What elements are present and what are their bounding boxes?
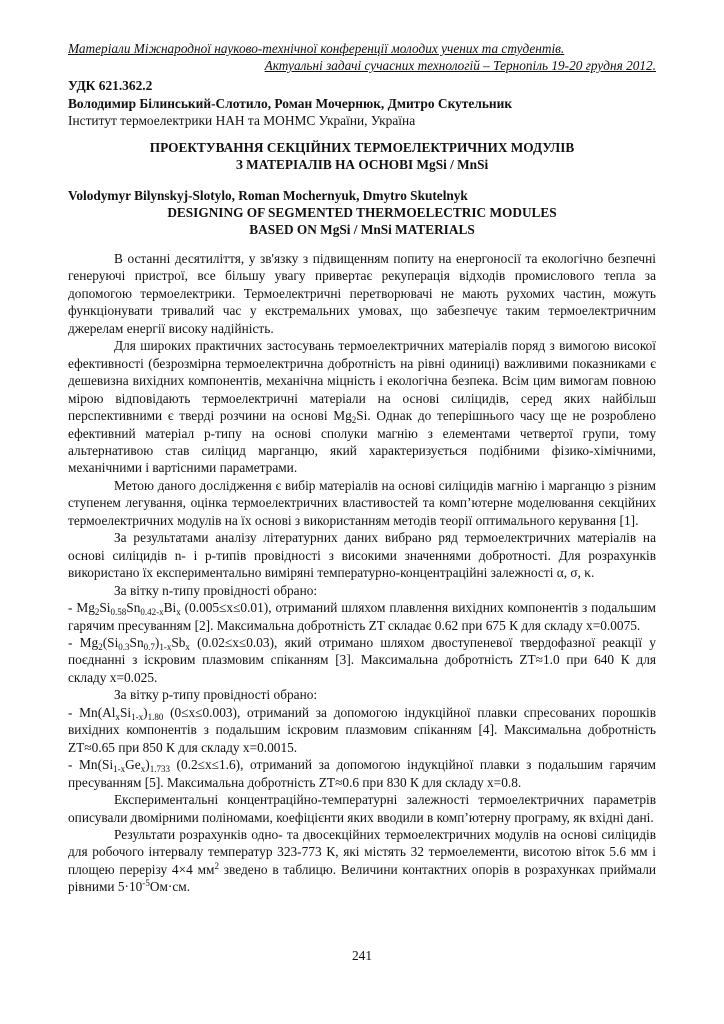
running-header: [68, 40, 656, 74]
header-line-2: Актуальні задачі сучасних технологій – Тернопіль 19-20 грудня 2012.: [264, 58, 656, 73]
list-item-n1: - $Mg_2Si_{0.58}Sn_{0.42-x}Bi_x$ (0.005≤x≤0.01), отриманий шляхом плавлення вихідних компонентів з подальшим гарячим пресуванням [2]. Максимальна добротність ZT складає 0.62 при 675 К для складу x=0.0075.: [68, 600, 656, 633]
paragraph-n-type-heading: За вітку n-типу провідності обрано:: [114, 582, 318, 598]
article-meta: [68, 77, 656, 130]
affiliation: Інститут термоелектрики НАН та МОНМС України, Україна: [68, 113, 416, 128]
page-number: 241: [351, 948, 373, 963]
title-ua-line-2: З МАТЕРІАЛІВ НА ОСНОВІ MgSi / MnSi: [235, 157, 489, 172]
title-ua-line-1: ПРОЕКТУВАННЯ СЕКЦІЙНИХ ТЕРМОЕЛЕКТРИЧНИХ МОДУЛІВ: [149, 140, 575, 155]
list-item-p2: - $Mn(Si_{1-x}Ge_x)_{1.733}$ (0.2≤x≤1.6), отриманий за допомогою індукційної плавки з подальшим гарячим пресуванням [5]. Максимальна добротність ZT≈0.6 при 830 К для складу x=0.8.: [68, 757, 657, 790]
header-line-1: Матеріали Міжнародної науково-технічної конференції молодих учених та студентів.: [68, 41, 565, 56]
paragraph-results: Результати розрахунків одно- та двосекційних термоелектричних модулів на основі силіцидів для робочого інтервалу температур 323-773 К, які містять 32 термоелементи, висотою віток 5.6 мм і площею перерізу 4×4 $мм^2$ зведено в таблицю. Величини контактних опорів в розрахунках приймали рівними $5\cdot 10^{-5}Ом\cdot см$.: [68, 826, 657, 895]
article-body: [68, 250, 656, 896]
udk-code: УДК 621.362.2: [68, 78, 153, 93]
list-item-n2: - $Mg_2(Si_{0.3}Sn_{0.7})_{1-x}Sb_x$ (0.02≤x≤0.03), який отримано шляхом двоступеневої твердофазної реакції у поєднанні з іскровим плазмовим спіканням [3]. Максимальна добротність ZT≈1.0 при 640 К для складу x=0.025.: [68, 634, 656, 685]
paragraph-requirements: Для широких практичних застосувань термоелектричних матеріалів поряд з вимогою високої ефективності (безрозмірна термоелектрична добротність на рівні одиниці) важливими показниками є дешевизна вихідних компонентів, механічна міцність і екологічна безпека. Всім цим вимогам повною мірою відповідають термоелектричні матеріали на основі силіцидів, серед яких найбільш перспективними є тверді розчини на основі $Mg_2Si$. Однак до теперішнього часу ще не розроблено ефективний матеріал p-типу на основі сполуки магнію з елементами четвертої групи, тому альтернативою став силіцид марганцю, який характеризується подібними фізико-хімічними, механічними і вартісними параметрами.: [68, 338, 656, 476]
paragraph-selection: За результатами аналізу літературних даних вибрано ряд термоелектричних матеріалів на основі силіцидів n- і p-типів провідності з високими значеннями добротності. Для розрахунків використано їх експериментально виміряні температурно-концентраційні залежності α, σ, κ.: [68, 530, 656, 581]
paragraph-p-type-heading: За вітку p-типу провідності обрано:: [114, 687, 318, 703]
paragraph-goal: Метою даного дослідження є вибір матеріалів на основі силіцидів магнію і марганцю з різним ступенем легування, оцінка термоелектричних властивостей та комп’ютерне моделювання секційних термоелектричних модулів на їх основі з використанням методів теорії оптимального керування [1].: [68, 477, 656, 528]
authors-ua: Володимир Білинський-Слотило, Роман Мочернюк, Дмитро Скутельник: [68, 95, 513, 111]
title-en-line-2: BASED ON MgSi / MnSi MATERIALS: [249, 222, 475, 237]
title-ua: [68, 139, 656, 173]
authors-en: Volodymyr Bilynskyj-Slotylo, Roman Mochernyuk, Dmytro Skutelnyk: [68, 188, 468, 203]
list-item-p1: - $Mn(Al_xSi_{1-x})_{1.80}$ (0≤x≤0.003), отриманий за допомогою індукційної плавки спресованих порошків вихідних компонентів з подальшим іскровим плазмовим спіканням [4]. Максимальна добротність ZT≈0.65 при 850 К для складу x=0.0015.: [68, 704, 656, 755]
paragraph-intro: В останні десятиліття, у зв'язку з підвищенням попиту на енергоносії та екологічно безпечні генеруючі пристрої, все більшу увагу привертає рекуперація відходів промислового тепла за допомогою термоелектрики. Термоелектричні перетворювачі не мають рухомих частин, можуть функціонувати тривалий час у екстремальних умовах, що забезпечує таким термоелектричним джерелам енергії високу надійність.: [68, 251, 656, 336]
title-en-line-1: DESIGNING OF SEGMENTED THERMOELECTRIC MODULES: [167, 205, 557, 220]
paragraph-polynomials: Експериментальні концентраційно-температурні залежності термоелектричних параметрів описували двомірними поліномами, коефіцієнти яких вводили в комп’ютерну програму, як вхідні дані.: [68, 792, 656, 825]
english-header: [68, 187, 656, 238]
